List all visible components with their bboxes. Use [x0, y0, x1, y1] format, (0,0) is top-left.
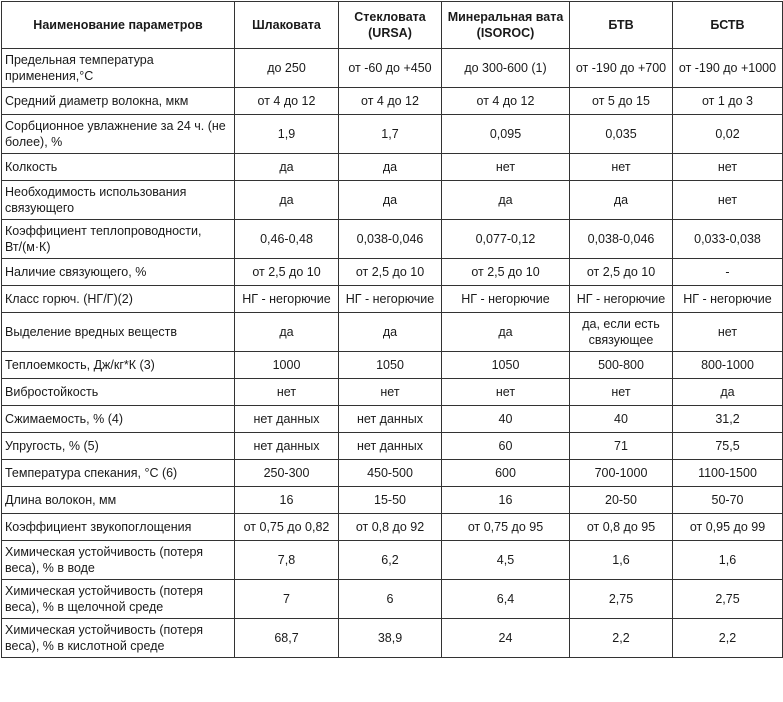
parameter-cell: Наличие связующего, % [2, 259, 235, 286]
parameter-cell: Упругость, % (5) [2, 433, 235, 460]
slag-wool-cell: да [235, 181, 339, 220]
mineral-wool-cell: нет [442, 379, 570, 406]
bstv-cell: 1100-1500 [673, 460, 783, 487]
table-row [2, 154, 783, 181]
mineral-wool-cell: 60 [442, 433, 570, 460]
slag-wool-cell: 7,8 [235, 541, 339, 580]
slag-wool-cell: 250-300 [235, 460, 339, 487]
mineral-wool-cell: 600 [442, 460, 570, 487]
header-btv: БТВ [570, 2, 673, 49]
mineral-wool-cell: 6,4 [442, 580, 570, 619]
slag-wool-cell: от 2,5 до 10 [235, 259, 339, 286]
header-parameter: Наименование параметров [2, 2, 235, 49]
btv-cell: 20-50 [570, 487, 673, 514]
table-row [2, 352, 783, 379]
glass-wool-cell: 15-50 [339, 487, 442, 514]
mineral-wool-cell: 16 [442, 487, 570, 514]
parameter-cell: Виброcтойкость [2, 379, 235, 406]
bstv-cell: от 0,95 до 99 [673, 514, 783, 541]
btv-cell: 500-800 [570, 352, 673, 379]
glass-wool-cell: да [339, 181, 442, 220]
slag-wool-cell: нет [235, 379, 339, 406]
bstv-cell: от -190 до +1000 [673, 49, 783, 88]
bstv-cell: нет [673, 154, 783, 181]
slag-wool-cell: нет данных [235, 433, 339, 460]
table-row [2, 181, 783, 220]
parameter-cell: Химическая устойчивость (потеря веса), % в кислотной среде [2, 619, 235, 658]
table-row [2, 580, 783, 619]
slag-wool-cell: да [235, 313, 339, 352]
table-row [2, 88, 783, 115]
table-row [2, 220, 783, 259]
table-row [2, 286, 783, 313]
slag-wool-cell: от 0,75 до 0,82 [235, 514, 339, 541]
mineral-wool-cell: до 300-600 (1) [442, 49, 570, 88]
glass-wool-cell: от 2,5 до 10 [339, 259, 442, 286]
btv-cell: 700-1000 [570, 460, 673, 487]
parameter-cell: Температура спекания, °С (6) [2, 460, 235, 487]
mineral-wool-cell: 40 [442, 406, 570, 433]
glass-wool-cell: 6,2 [339, 541, 442, 580]
bstv-cell: от 1 до 3 [673, 88, 783, 115]
bstv-cell: 0,02 [673, 115, 783, 154]
glass-wool-cell: НГ - негорючие [339, 286, 442, 313]
slag-wool-cell: до 250 [235, 49, 339, 88]
btv-cell: нет [570, 154, 673, 181]
parameter-cell: Коэффициент звукопоглощения [2, 514, 235, 541]
btv-cell: от 0,8 до 95 [570, 514, 673, 541]
glass-wool-cell: 1050 [339, 352, 442, 379]
parameter-cell: Необходимость использования связующего [2, 181, 235, 220]
parameter-cell: Сжимаемость, % (4) [2, 406, 235, 433]
table-row [2, 541, 783, 580]
table-row [2, 487, 783, 514]
glass-wool-cell: 0,038-0,046 [339, 220, 442, 259]
bstv-cell: нет [673, 181, 783, 220]
btv-cell: от 5 до 15 [570, 88, 673, 115]
mineral-wool-cell: от 0,75 до 95 [442, 514, 570, 541]
glass-wool-cell: 1,7 [339, 115, 442, 154]
slag-wool-cell: НГ - негорючие [235, 286, 339, 313]
glass-wool-cell: нет [339, 379, 442, 406]
table-row [2, 406, 783, 433]
parameter-cell: Колкость [2, 154, 235, 181]
slag-wool-cell: 0,46-0,48 [235, 220, 339, 259]
parameter-cell: Химическая устойчивость (потеря веса), % в воде [2, 541, 235, 580]
btv-cell: 2,75 [570, 580, 673, 619]
mineral-wool-cell: 0,077-0,12 [442, 220, 570, 259]
mineral-wool-cell: да [442, 313, 570, 352]
table-row [2, 313, 783, 352]
btv-cell: 0,038-0,046 [570, 220, 673, 259]
mineral-wool-cell: НГ - негорючие [442, 286, 570, 313]
header-mineral-wool: Минеральная вата (ISOROC) [442, 2, 570, 49]
parameter-cell: Класс горюч. (НГ/Г)(2) [2, 286, 235, 313]
comparison-table [1, 1, 783, 658]
bstv-cell: 50-70 [673, 487, 783, 514]
bstv-cell: 75,5 [673, 433, 783, 460]
btv-cell: от 2,5 до 10 [570, 259, 673, 286]
table-row [2, 433, 783, 460]
btv-cell: да, если есть связующее [570, 313, 673, 352]
slag-wool-cell: 16 [235, 487, 339, 514]
header-bstv: БСТВ [673, 2, 783, 49]
header-glass-wool: Стекловата (URSA) [339, 2, 442, 49]
btv-cell: от -190 до +700 [570, 49, 673, 88]
parameter-cell: Средний диаметр волокна, мкм [2, 88, 235, 115]
parameter-cell: Длина волокон, мм [2, 487, 235, 514]
header-slag-wool: Шлаковата [235, 2, 339, 49]
mineral-wool-cell: от 4 до 12 [442, 88, 570, 115]
btv-cell: 1,6 [570, 541, 673, 580]
btv-cell: нет [570, 379, 673, 406]
parameter-cell: Теплоемкость, Дж/кг*К (3) [2, 352, 235, 379]
bstv-cell: 0,033-0,038 [673, 220, 783, 259]
btv-cell: 2,2 [570, 619, 673, 658]
glass-wool-cell: от -60 до +450 [339, 49, 442, 88]
glass-wool-cell: да [339, 313, 442, 352]
glass-wool-cell: 38,9 [339, 619, 442, 658]
mineral-wool-cell: нет [442, 154, 570, 181]
glass-wool-cell: да [339, 154, 442, 181]
table-row [2, 619, 783, 658]
table-body [2, 49, 783, 658]
table-row [2, 49, 783, 88]
mineral-wool-cell: 24 [442, 619, 570, 658]
btv-cell: 0,035 [570, 115, 673, 154]
parameter-cell: Выделение вредных веществ [2, 313, 235, 352]
mineral-wool-cell: 4,5 [442, 541, 570, 580]
glass-wool-cell: нет данных [339, 406, 442, 433]
mineral-wool-cell: 1050 [442, 352, 570, 379]
parameter-cell: Предельная температура применения,°С [2, 49, 235, 88]
bstv-cell: НГ - негорючие [673, 286, 783, 313]
slag-wool-cell: от 4 до 12 [235, 88, 339, 115]
slag-wool-cell: 1000 [235, 352, 339, 379]
glass-wool-cell: 450-500 [339, 460, 442, 487]
bstv-cell: 1,6 [673, 541, 783, 580]
parameter-cell: Сорбционное увлажнение за 24 ч. (не более), % [2, 115, 235, 154]
table-row [2, 115, 783, 154]
mineral-wool-cell: да [442, 181, 570, 220]
table-row [2, 460, 783, 487]
glass-wool-cell: нет данных [339, 433, 442, 460]
parameter-cell: Коэффициент теплопроводности, Вт/(м·К) [2, 220, 235, 259]
slag-wool-cell: 68,7 [235, 619, 339, 658]
bstv-cell: - [673, 259, 783, 286]
slag-wool-cell: 7 [235, 580, 339, 619]
parameter-cell: Химическая устойчивость (потеря веса), % в щелочной среде [2, 580, 235, 619]
btv-cell: да [570, 181, 673, 220]
bstv-cell: 31,2 [673, 406, 783, 433]
header-row [2, 2, 783, 49]
btv-cell: 40 [570, 406, 673, 433]
slag-wool-cell: нет данных [235, 406, 339, 433]
bstv-cell: 2,75 [673, 580, 783, 619]
glass-wool-cell: от 0,8 до 92 [339, 514, 442, 541]
table-row [2, 514, 783, 541]
bstv-cell: 800-1000 [673, 352, 783, 379]
glass-wool-cell: от 4 до 12 [339, 88, 442, 115]
btv-cell: НГ - негорючие [570, 286, 673, 313]
slag-wool-cell: да [235, 154, 339, 181]
table-row [2, 259, 783, 286]
glass-wool-cell: 6 [339, 580, 442, 619]
bstv-cell: 2,2 [673, 619, 783, 658]
bstv-cell: да [673, 379, 783, 406]
bstv-cell: нет [673, 313, 783, 352]
table-row [2, 379, 783, 406]
mineral-wool-cell: от 2,5 до 10 [442, 259, 570, 286]
slag-wool-cell: 1,9 [235, 115, 339, 154]
btv-cell: 71 [570, 433, 673, 460]
mineral-wool-cell: 0,095 [442, 115, 570, 154]
